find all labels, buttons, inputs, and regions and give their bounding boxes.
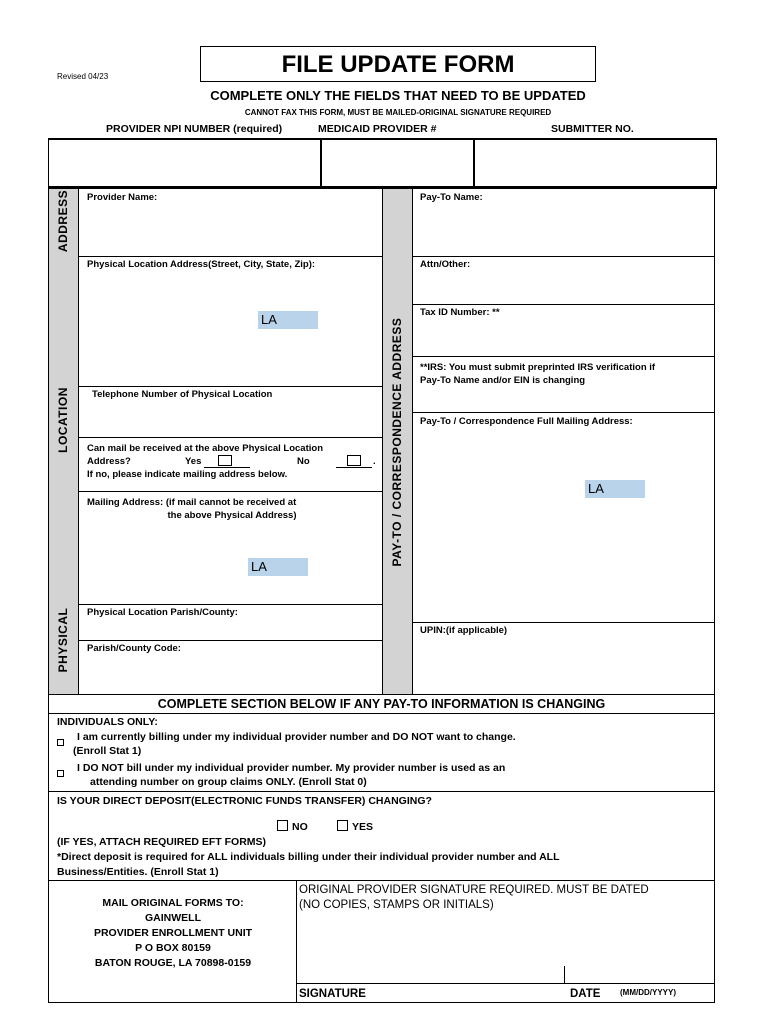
provider-name-label: Provider Name: — [87, 192, 158, 203]
upin-input[interactable] — [416, 639, 710, 690]
mail-question-line1: Can mail be received at the above Physical Location — [87, 443, 324, 454]
mailing-address-input[interactable] — [82, 525, 378, 600]
mailing-address-label-line1: Mailing Address: (if mail cannot be received at — [87, 497, 297, 508]
side-label-address: ADDRESS — [56, 189, 70, 253]
date-input[interactable] — [568, 940, 710, 981]
physical-address-input[interactable] — [82, 273, 378, 381]
individuals-only-label: INDIVIDUALS ONLY: — [57, 716, 158, 728]
medicaid-label: MEDICAID PROVIDER # — [318, 123, 437, 135]
revised-date: Revised 04/23 — [57, 72, 109, 81]
form-title: FILE UPDATE FORM — [281, 51, 515, 78]
signature-label: SIGNATURE — [299, 988, 366, 1000]
payto-name-label: Pay-To Name: — [420, 192, 483, 203]
form-subtitle: COMPLETE ONLY THE FIELDS THAT NEED TO BE UPDATED — [210, 88, 586, 103]
submitter-label: SUBMITTER NO. — [551, 123, 634, 135]
parish-label: Physical Location Parish/County: — [87, 607, 238, 618]
option1-text: I am currently billing under my individual provider number and DO NOT want to change. — [77, 731, 516, 743]
direct-deposit-note-line2: Business/Entities. (Enroll Stat 1) — [57, 866, 219, 878]
side-label-physical: PHYSICAL — [56, 607, 70, 673]
irs-note-line1: **IRS: You must submit preprinted IRS verification if — [420, 362, 656, 373]
tax-id-label: Tax ID Number: ** — [420, 307, 500, 318]
fax-notice: CANNOT FAX THIS FORM, MUST BE MAILED-ORIGINAL SIGNATURE REQUIRED — [244, 108, 552, 117]
eft-yes-checkbox[interactable] — [337, 820, 348, 831]
submitter-input[interactable] — [479, 142, 712, 182]
mail-to-block — [49, 896, 297, 971]
telephone-input[interactable] — [82, 403, 378, 433]
parish-code-input[interactable] — [82, 656, 378, 690]
signature-required-line2: (NO COPIES, STAMPS OR INITIALS) — [299, 899, 494, 911]
upin-label: UPIN:(if applicable) — [420, 625, 508, 636]
title-box — [200, 46, 596, 82]
mail-to-line5: BATON ROUGE, LA 70898-0159 — [94, 957, 252, 969]
attn-input[interactable] — [416, 273, 710, 301]
attn-label: Attn/Other: — [420, 259, 471, 270]
direct-deposit-note-line1: *Direct deposit is required for ALL individuals billing under their individual provider number and ALL — [57, 851, 560, 863]
mail-yes-checkbox[interactable] — [218, 455, 232, 466]
date-label: DATE — [570, 988, 601, 1000]
payto-section-heading: COMPLETE SECTION BELOW IF ANY PAY-TO INFORMATION IS CHANGING — [157, 697, 606, 711]
mail-to-line1: MAIL ORIGINAL FORMS TO: — [102, 897, 244, 909]
parish-input[interactable] — [82, 620, 378, 638]
mail-yes-label: Yes — [185, 456, 202, 467]
mail-no-checkbox[interactable] — [347, 455, 361, 466]
mail-to-line4: P O BOX 80159 — [135, 942, 211, 954]
option1-checkbox[interactable] — [57, 734, 64, 752]
provider-name-input[interactable] — [82, 206, 378, 252]
telephone-label: Telephone Number of Physical Location — [92, 389, 273, 400]
mail-to-line2: GAINWELL — [145, 912, 201, 924]
irs-note-line2: Pay-To Name and/or EIN is changing — [420, 375, 586, 386]
mail-question-period: . — [373, 456, 376, 467]
eft-no-label: NO — [292, 821, 308, 833]
npi-input[interactable] — [52, 142, 316, 182]
eft-yes-label: YES — [352, 821, 374, 833]
eft-attach-note: (IF YES, ATTACH REQUIRED EFT FORMS) — [57, 836, 267, 848]
date-format-label: (MM/DD/YYYY) — [620, 988, 676, 997]
mailing-address-state-hint: LA — [248, 558, 308, 576]
payto-state-hint: LA — [585, 480, 645, 498]
mail-to-line3: PROVIDER ENROLLMENT UNIT — [93, 927, 253, 939]
signature-required-line1: ORIGINAL PROVIDER SIGNATURE REQUIRED. MUST BE DATED — [299, 884, 649, 896]
payto-name-input[interactable] — [416, 206, 710, 252]
eft-question: IS YOUR DIRECT DEPOSIT(ELECTRONIC FUNDS TRANSFER) CHANGING? — [57, 795, 432, 807]
option1-status: (Enroll Stat 1) — [73, 745, 142, 757]
payto-full-mailing-label: Pay-To / Correspondence Full Mailing Address: — [420, 416, 633, 427]
eft-yes-option[interactable] — [337, 820, 373, 833]
parish-code-label: Parish/County Code: — [87, 643, 181, 654]
medicaid-input[interactable] — [326, 142, 469, 182]
option2-status: attending number on group claims ONLY. (Enroll Stat 0) — [90, 776, 367, 788]
option2-checkbox[interactable] — [57, 765, 64, 783]
mail-question-line3: If no, please indicate mailing address below. — [87, 469, 288, 480]
physical-address-state-hint: LA — [258, 311, 318, 329]
payto-full-mailing-input[interactable] — [416, 430, 710, 618]
eft-no-option[interactable] — [277, 820, 308, 833]
tax-id-input[interactable] — [416, 321, 710, 353]
side-label-location: LOCATION — [56, 387, 70, 453]
option2-text: I DO NOT bill under my individual provider number. My provider number is used as an — [77, 762, 506, 774]
eft-no-checkbox[interactable] — [277, 820, 288, 831]
mail-no-label: No — [297, 456, 310, 467]
mail-question-address: Address? — [87, 456, 131, 467]
npi-label: PROVIDER NPI NUMBER (required) — [106, 123, 283, 135]
side-label-payto: PAY-TO / CORRESPONDENCE ADDRESS — [390, 317, 404, 567]
mailing-address-label-line2: the above Physical Address) — [167, 510, 297, 521]
signature-input[interactable] — [299, 915, 561, 981]
physical-address-label: Physical Location Address(Street, City, State, Zip): — [87, 259, 316, 270]
